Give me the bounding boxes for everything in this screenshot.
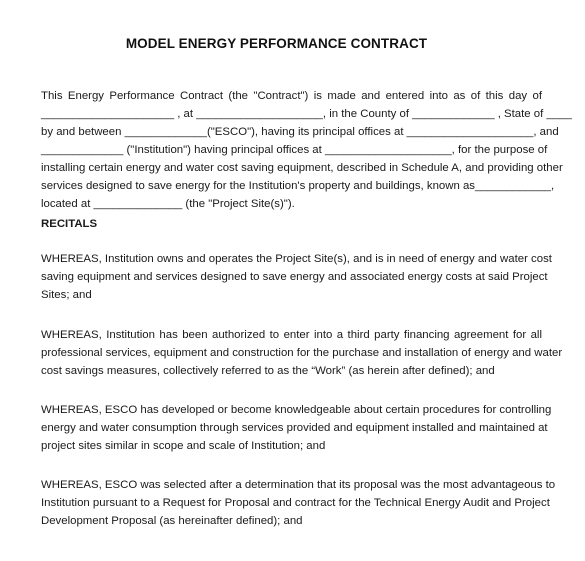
intro-line-7: located at ______________ (the "Project Site(s)"). [41,198,295,210]
recital-3-line-1: WHEREAS, ESCO has developed or become knowledgeable about certain procedures for controlling [41,404,552,416]
recital-1-line-3: Sites; and [41,289,92,301]
intro-line-4: _____________ ("Institution") having principal offices at ____________________, for the purpose of [41,144,548,156]
recital-1-line-1: WHEREAS, Institution owns and operates the Project Site(s), and is in need of energy and water cost [41,253,552,265]
recital-3-line-2: energy and water consumption through services provided and equipment installed and maintained at [41,422,548,434]
recital-4-line-2: Institution pursuant to a Request for Proposal and contract for the Technical Energy Audit and Project [41,497,550,509]
intro-line-1: This Energy Performance Contract (the "Contract") is made and entered into as of this day of [41,90,542,102]
intro-line-6: services designed to save energy for the Institution's property and buildings, known as____________, [41,180,555,192]
intro-line-3: by and between _____________("ESCO"), having its principal offices at ____________________, and [41,126,559,138]
recital-2-line-3: cost savings measures, collectively referred to as the “Work” (as herein after defined); and [41,365,495,377]
recitals-heading: RECITALS [41,218,98,230]
document-title: MODEL ENERGY PERFORMANCE CONTRACT [125,36,428,51]
recital-1-line-2: saving equipment and services designed to save energy and associated energy costs at said Project [41,271,548,283]
recital-2-line-2: professional services, equipment and construction for the purchase and installation of energy and water [41,347,563,359]
recital-4-line-3: Development Proposal (as hereinafter defined); and [41,515,303,527]
recital-3-line-3: project sites similar in scope and scale of Institution; and [41,440,326,452]
recital-2-line-1: WHEREAS, Institution has been authorized to enter into a third party financing agreement for all [41,329,542,341]
intro-line-2: _____________________ , at ____________________, in the County of _____________ , State of ____ [41,108,572,120]
intro-line-5: installing certain energy and water cost saving equipment, described in Schedule A, and providing other [41,162,563,174]
recital-4-line-1: WHEREAS, ESCO was selected after a determination that its proposal was the most advantageous to [41,479,556,491]
